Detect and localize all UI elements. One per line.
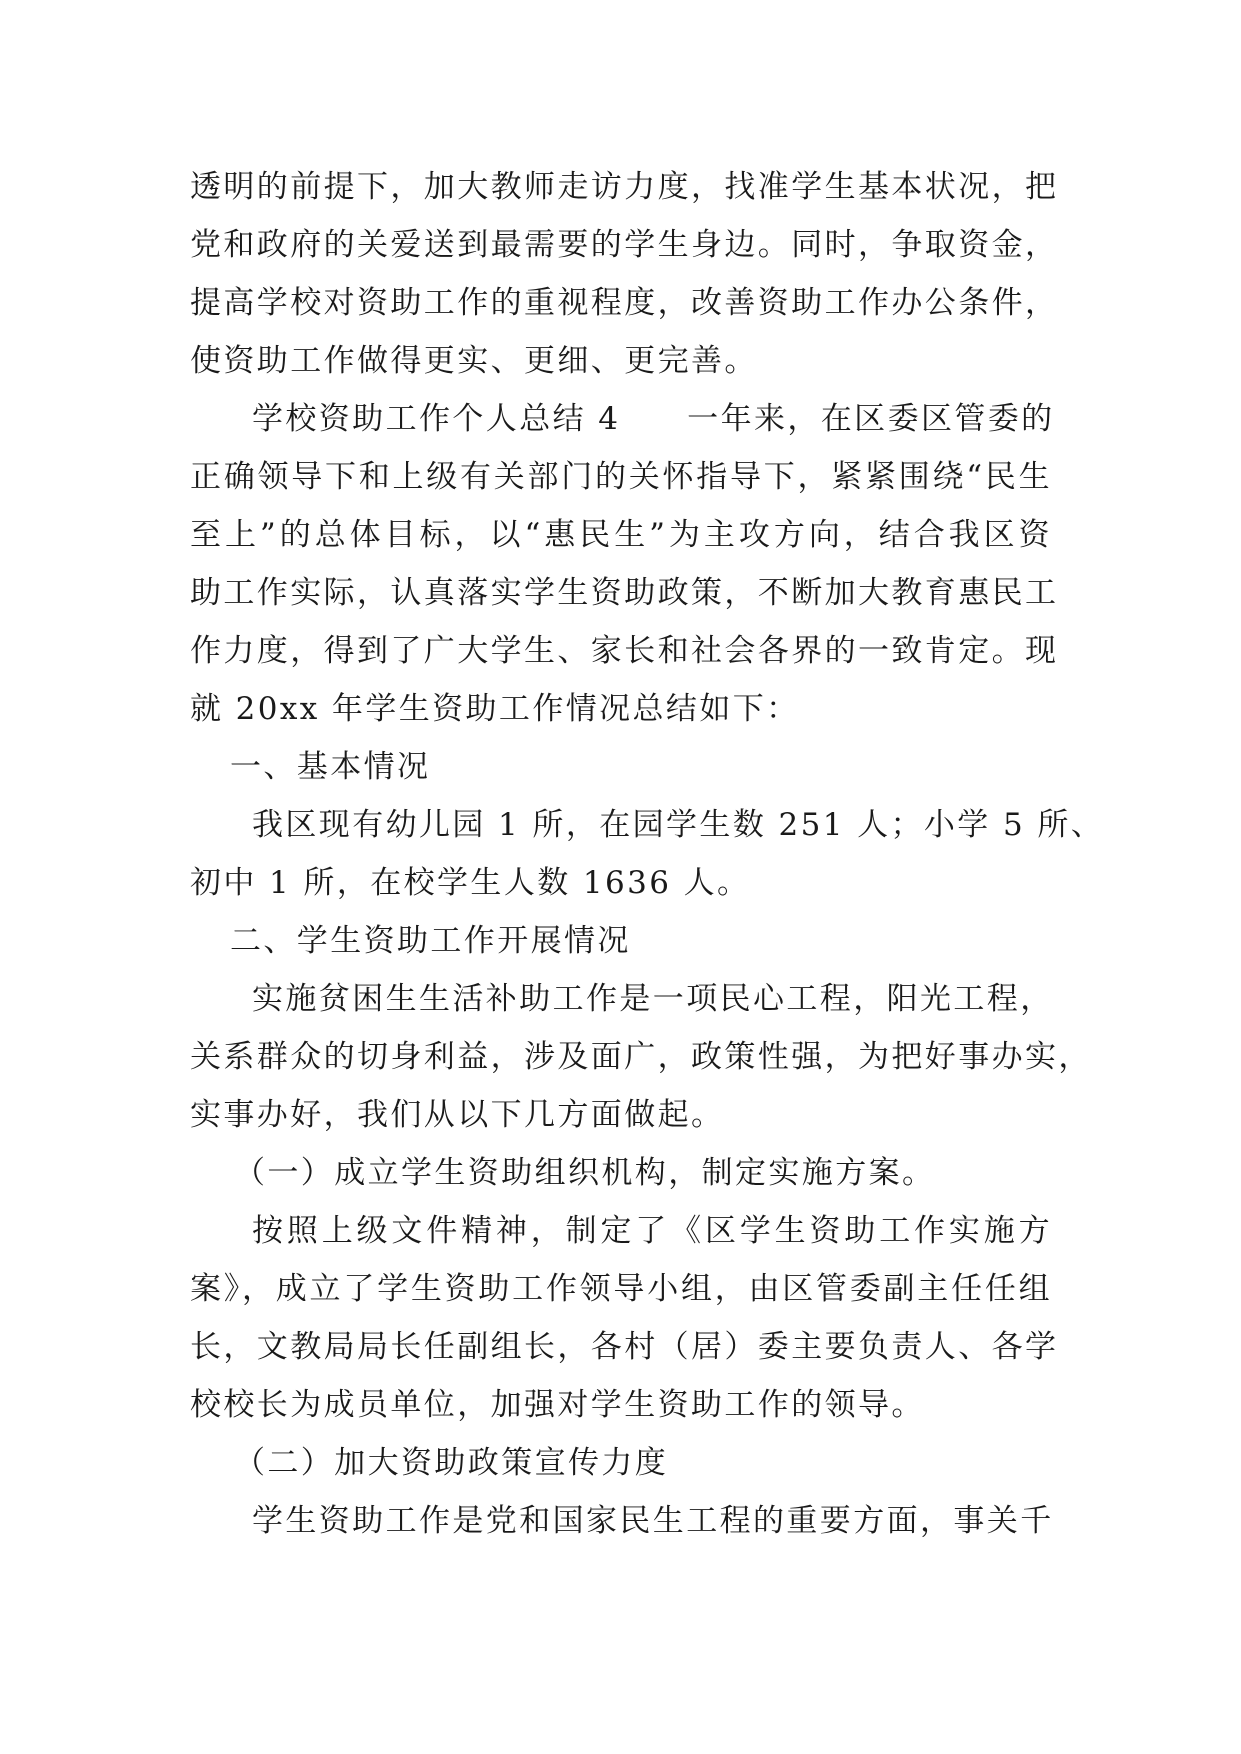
- paragraph-implementation: [190, 970, 1092, 1144]
- paragraph-basic-info: [190, 796, 1105, 912]
- text-line: 初中 1 所，在校学生人数 1636 人。: [190, 865, 751, 901]
- text-line: 实事办好，我们从以下几方面做起。: [190, 1097, 725, 1133]
- text-line: 学生资助工作是党和国家民生工程的重要方面，事关千: [252, 1503, 1054, 1539]
- paragraph-organization: [190, 1202, 1059, 1434]
- text-line: 我区现有幼儿园 1 所，在园学生数 251 人；小学 5 所、: [252, 807, 1105, 843]
- text-line: 校校长为成员单位，加强对学生资助工作的领导。: [190, 1387, 925, 1423]
- text-line: 实施贫困生生活补助工作是一项民心工程，阳光工程，: [252, 981, 1054, 1017]
- paragraph-continuation: [190, 158, 1059, 390]
- text-line: 关系群众的切身利益，涉及面广，政策性强，为把好事办实，: [190, 1039, 1092, 1075]
- text-line: 作力度，得到了广大学生、家长和社会各界的一致肯定。现: [190, 633, 1059, 669]
- body-text: [190, 158, 1105, 1550]
- text-line: 至上”的总体目标，以“惠民生”为主攻方向，结合我区资: [190, 517, 1052, 553]
- text-line: 案》，成立了学生资助工作领导小组，由区管委副主任任组: [190, 1271, 1052, 1307]
- text-line: 长，文教局局长任副组长，各村（居）委主要负责人、各学: [190, 1329, 1059, 1365]
- heading-text: （二）加大资助政策宣传力度: [234, 1445, 669, 1481]
- text-line: 学校资助工作个人总结 4 一年来，在区委区管委的: [252, 401, 1055, 437]
- text-line: 党和政府的关爱送到最需要的学生身边。同时，争取资金，: [190, 227, 1059, 263]
- text-line: 按照上级文件精神，制定了《区学生资助工作实施方: [252, 1213, 1052, 1249]
- text-line: 使资助工作做得更实、更细、更完善。: [190, 343, 758, 379]
- subsection-heading-1: [190, 1144, 1052, 1202]
- paragraph-publicity: [190, 1492, 1052, 1550]
- section-heading-progress: [190, 912, 1052, 970]
- text-line: 助工作实际，认真落实学生资助政策，不断加大教育惠民工: [190, 575, 1059, 611]
- heading-text: 一、基本情况: [230, 749, 431, 785]
- text-line: 就 20xx 年学生资助工作情况总结如下：: [190, 691, 800, 727]
- text-line: 提高学校对资助工作的重视程度，改善资助工作办公条件，: [190, 285, 1059, 321]
- subsection-heading-2: [190, 1434, 1052, 1492]
- text-line: 正确领导下和上级有关部门的关怀指导下，紧紧围绕“民生: [190, 459, 1052, 495]
- heading-text: 二、学生资助工作开展情况: [230, 923, 631, 959]
- section-heading-basic: [190, 738, 1052, 796]
- text-line: 透明的前提下，加大教师走访力度，找准学生基本状况，把: [190, 169, 1059, 205]
- paragraph-summary-intro: [190, 390, 1059, 738]
- heading-text: （一）成立学生资助组织机构，制定实施方案。: [234, 1155, 936, 1191]
